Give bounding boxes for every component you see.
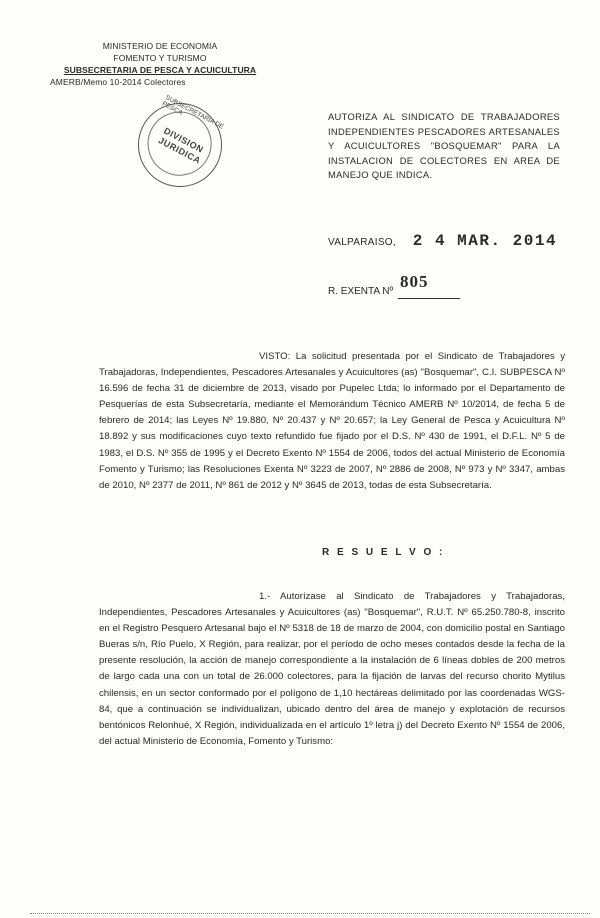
exenta-number-line bbox=[328, 272, 429, 297]
exenta-label: R. EXENTA Nº bbox=[328, 286, 394, 297]
memo-reference: AMERB/Memo 10-2014 Colectores bbox=[50, 77, 186, 87]
resuelvo-heading: R E S U E L V O : bbox=[322, 547, 445, 558]
page-bottom-rule bbox=[30, 913, 590, 914]
visto-paragraph: VISTO: La solicitud presentada por el Sindicato de Trabajadores y Trabajadoras, Independientes, Pescadores Artesanales y Acuicultores (as) "Bosquemar", C.I. SUBPESCA Nº 16.596 de fecha 31 de diciembre de 2013, visado por Pupelec Ltda; lo informado por el Departamento de Pesquerías de esta Subsecretaría, mediante el Memorándum Técnico AMERB Nº 10/2014, de fecha 5 de febrero de 2014; las Leyes Nº 19.880, Nº 20.437 y Nº 20.657; la Ley General de Pesca y Acuicultura Nº 18.892 y sus modificaciones cuyo texto refundido fue fijado por el D.S. Nº 430 de 1991, el D.F.L. Nº 5 de 1983, el D.S. Nº 355 de 1995 y el Decreto Exento Nº 1554 de 2006, todos del actual Ministerio de Economía Fomento y Turismo; las Resoluciones Exenta Nº 3223 de 2007, Nº 2886 de 2008, Nº 973 y Nº 3347, ambas de 2010, Nº 2377 de 2011, Nº 861 de 2012 y Nº 3645 de 2013, todas de esta Subsecretaría. bbox=[99, 351, 565, 491]
resolution-title: AUTORIZA AL SINDICATO DE TRABAJADORES INDEPENDIENTES PESCADORES ARTESANALES Y ACUICULTORES "BOSQUEMAR" PARA LA INSTALACION DE COLECTORES EN AREA DE MANEJO QUE INDICA. bbox=[328, 111, 560, 180]
exenta-underline bbox=[398, 298, 460, 299]
ministry-header bbox=[50, 40, 260, 88]
subsecretaria-line: SUBSECRETARIA DE PESCA Y ACUICULTURA bbox=[63, 65, 257, 75]
stamp-outer-text: SUBSECRETARIA DE PESCA bbox=[160, 94, 225, 131]
date-line bbox=[328, 232, 557, 250]
date-place: VALPARAISO, bbox=[328, 237, 396, 248]
division-juridica-stamp bbox=[123, 88, 237, 202]
ministry-line: MINISTERIO DE ECONOMIA bbox=[102, 41, 218, 51]
stamp-center-text: DIVISION JURIDICA bbox=[156, 125, 206, 166]
date-value: 2 4 MAR. 2014 bbox=[412, 232, 558, 250]
exenta-number: 805 bbox=[400, 272, 429, 291]
ministry-line-2: FOMENTO Y TURISMO bbox=[113, 53, 207, 63]
article-1-paragraph: 1.- Autorízase al Sindicato de Trabajadores y Trabajadoras, Independientes, Pescadores Artesanales y Acuicultores (as) "Bosquemar", R.U.T. Nº 65.250.780-8, inscrito en el Registro Pesquero Artesanal bajo el Nº 5318 de 18 de marzo de 2004, con domicilio postal en Santiago Bueras s/n, Río Puelo, X Región, para realizar, por el período de ocho meses contados desde la fecha de la presente resolución, la acción de manejo correspondiente a la instalación de 6 líneas dobles de 200 metros de largo cada una con un total de 26.000 colectores, para la fijación de larvas del recurso chorito Mytilus chilensis, en un sector conformado por el polígono de 1,10 hectáreas delimitado por las coordenadas WGS-84, que a continuación se individualizan, ubicado dentro del área de manejo y explotación de recursos bentónicos Relonhué, X Región, individualizada en el artículo 1º letra j) del Decreto Exento Nº 1554 de 2006, del actual Ministerio de Economía, Fomento y Turismo: bbox=[99, 591, 565, 747]
